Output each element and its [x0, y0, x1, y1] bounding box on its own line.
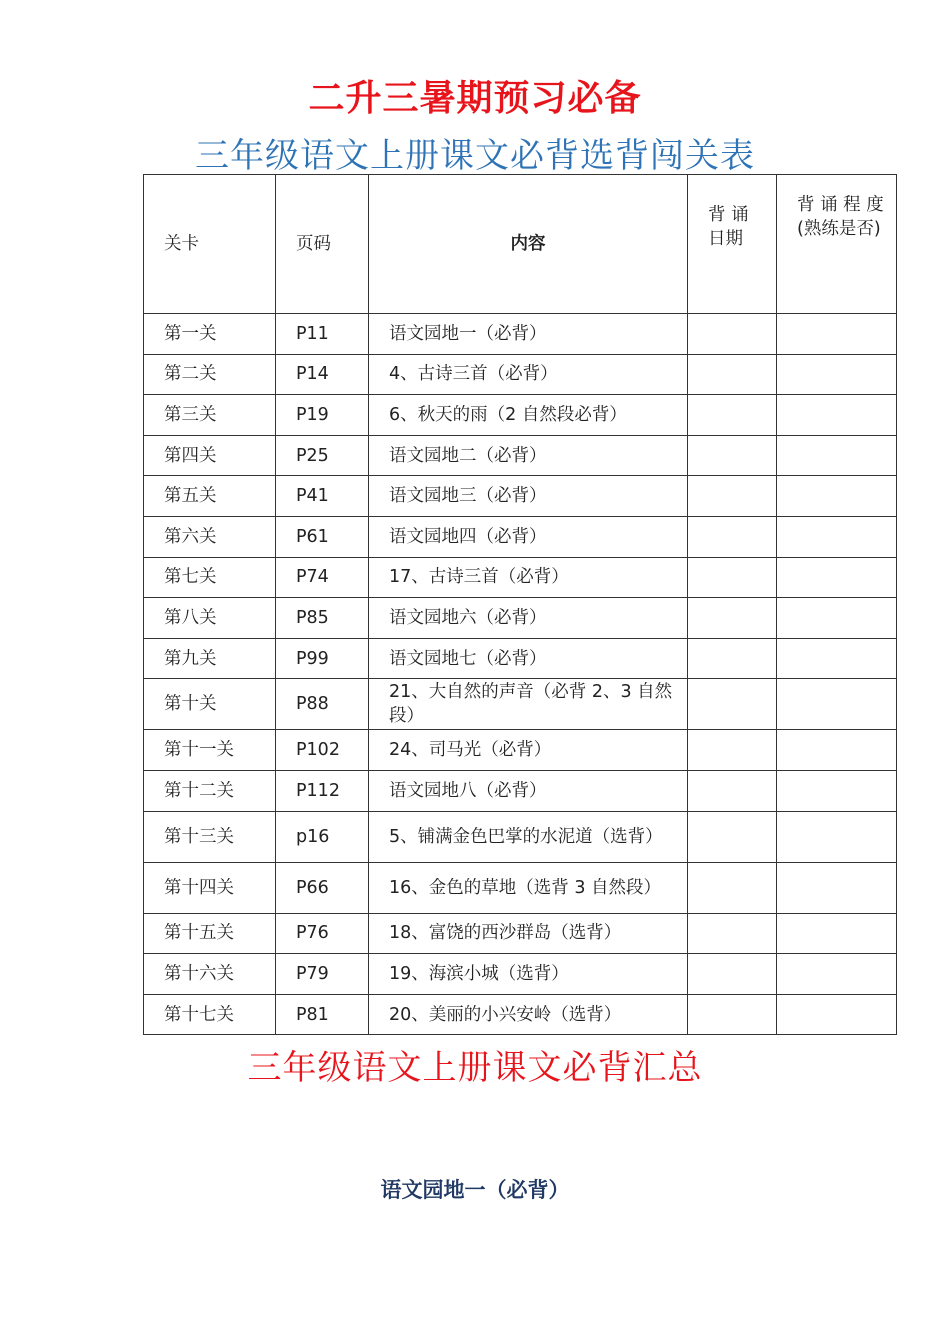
- table-row: [144, 770, 897, 811]
- level-cell: 第十七关: [144, 994, 276, 1035]
- level-cell: 第二关: [144, 354, 276, 395]
- date-cell: [688, 476, 777, 517]
- header-level: 关卡: [144, 175, 276, 314]
- table-row: [144, 314, 897, 355]
- content-cell: 17、古诗三首（必背）: [369, 557, 688, 598]
- content-cell: 语文园地三（必背）: [369, 476, 688, 517]
- page-cell: p16: [276, 811, 369, 862]
- level-cell: 第十关: [144, 679, 276, 730]
- level-cell: 第六关: [144, 516, 276, 557]
- date-cell: [688, 557, 777, 598]
- table-row: [144, 730, 897, 771]
- content-cell: 5、铺满金色巴掌的水泥道（选背）: [369, 811, 688, 862]
- level-cell: 第十三关: [144, 811, 276, 862]
- table-row: [144, 516, 897, 557]
- table-row: [144, 638, 897, 679]
- table-header-row: [144, 175, 897, 314]
- content-cell: 16、金色的草地（选背 3 自然段）: [369, 862, 688, 913]
- level-cell: 第十一关: [144, 730, 276, 771]
- page-cell: P76: [276, 913, 369, 954]
- level-cell: 第十五关: [144, 913, 276, 954]
- content-cell: 18、富饶的西沙群岛（选背）: [369, 913, 688, 954]
- date-cell: [688, 435, 777, 476]
- page-cell: P66: [276, 862, 369, 913]
- page-cell: P99: [276, 638, 369, 679]
- section-heading: 语文园地一（必背）: [380, 1178, 570, 1202]
- header-degree: 背 诵 程 度(熟练是否): [777, 175, 897, 314]
- table-row: [144, 395, 897, 436]
- page-cell: P81: [276, 994, 369, 1035]
- content-cell: 6、秋天的雨（2 自然段必背）: [369, 395, 688, 436]
- content-cell: 24、司马光（必背）: [369, 730, 688, 771]
- page-cell: P74: [276, 557, 369, 598]
- table-row: [144, 557, 897, 598]
- page-cell: P25: [276, 435, 369, 476]
- level-cell: 第八关: [144, 598, 276, 639]
- date-cell: [688, 354, 777, 395]
- page-cell: P102: [276, 730, 369, 771]
- level-cell: 第五关: [144, 476, 276, 517]
- challenge-table: [143, 174, 897, 1035]
- table-row: [144, 862, 897, 913]
- date-cell: [688, 770, 777, 811]
- level-cell: 第三关: [144, 395, 276, 436]
- page-cell: P11: [276, 314, 369, 355]
- date-cell: [688, 516, 777, 557]
- page-title: 二升三暑期预习必备: [308, 77, 642, 119]
- table-row: [144, 954, 897, 995]
- degree-cell: [777, 954, 897, 995]
- date-cell: [688, 314, 777, 355]
- degree-cell: [777, 679, 897, 730]
- page-cell: P14: [276, 354, 369, 395]
- content-cell: 语文园地二（必背）: [369, 435, 688, 476]
- level-cell: 第九关: [144, 638, 276, 679]
- degree-cell: [777, 314, 897, 355]
- date-cell: [688, 811, 777, 862]
- date-cell: [688, 954, 777, 995]
- degree-cell: [777, 516, 897, 557]
- degree-cell: [777, 730, 897, 771]
- degree-cell: [777, 435, 897, 476]
- content-cell: 语文园地一（必背）: [369, 314, 688, 355]
- date-cell: [688, 913, 777, 954]
- degree-cell: [777, 770, 897, 811]
- level-cell: 第四关: [144, 435, 276, 476]
- content-cell: 20、美丽的小兴安岭（选背）: [369, 994, 688, 1035]
- header-content: 内容: [369, 175, 688, 314]
- page-cell: P85: [276, 598, 369, 639]
- date-cell: [688, 395, 777, 436]
- header-date: 背 诵 日期: [688, 175, 777, 314]
- degree-cell: [777, 557, 897, 598]
- degree-cell: [777, 862, 897, 913]
- date-cell: [688, 862, 777, 913]
- page-cell: P79: [276, 954, 369, 995]
- table-row: [144, 598, 897, 639]
- page-cell: P19: [276, 395, 369, 436]
- table-row: [144, 811, 897, 862]
- header-page: 页码: [276, 175, 369, 314]
- content-cell: 语文园地六（必背）: [369, 598, 688, 639]
- degree-cell: [777, 354, 897, 395]
- level-cell: 第十六关: [144, 954, 276, 995]
- content-cell: 语文园地八（必背）: [369, 770, 688, 811]
- date-cell: [688, 994, 777, 1035]
- degree-cell: [777, 476, 897, 517]
- content-cell: 19、海滨小城（选背）: [369, 954, 688, 995]
- level-cell: 第七关: [144, 557, 276, 598]
- degree-cell: [777, 994, 897, 1035]
- level-cell: 第一关: [144, 314, 276, 355]
- degree-cell: [777, 395, 897, 436]
- page-cell: P88: [276, 679, 369, 730]
- degree-cell: [777, 811, 897, 862]
- degree-cell: [777, 598, 897, 639]
- content-cell: 4、古诗三首（必背）: [369, 354, 688, 395]
- degree-cell: [777, 913, 897, 954]
- page-cell: P61: [276, 516, 369, 557]
- page-cell: P41: [276, 476, 369, 517]
- date-cell: [688, 679, 777, 730]
- content-cell: 语文园地七（必背）: [369, 638, 688, 679]
- summary-title: 三年级语文上册课文必背汇总: [247, 1048, 703, 1088]
- table-row: [144, 435, 897, 476]
- table-title: 三年级语文上册课文必背选背闯关表: [195, 136, 755, 176]
- date-cell: [688, 638, 777, 679]
- content-cell: 21、大自然的声音（必背 2、3 自然段）: [369, 679, 688, 730]
- table-row: [144, 476, 897, 517]
- table-row: [144, 994, 897, 1035]
- date-cell: [688, 730, 777, 771]
- level-cell: 第十四关: [144, 862, 276, 913]
- table-row: [144, 679, 897, 730]
- date-cell: [688, 598, 777, 639]
- degree-cell: [777, 638, 897, 679]
- page-cell: P112: [276, 770, 369, 811]
- table-row: [144, 913, 897, 954]
- level-cell: 第十二关: [144, 770, 276, 811]
- table-row: [144, 354, 897, 395]
- content-cell: 语文园地四（必背）: [369, 516, 688, 557]
